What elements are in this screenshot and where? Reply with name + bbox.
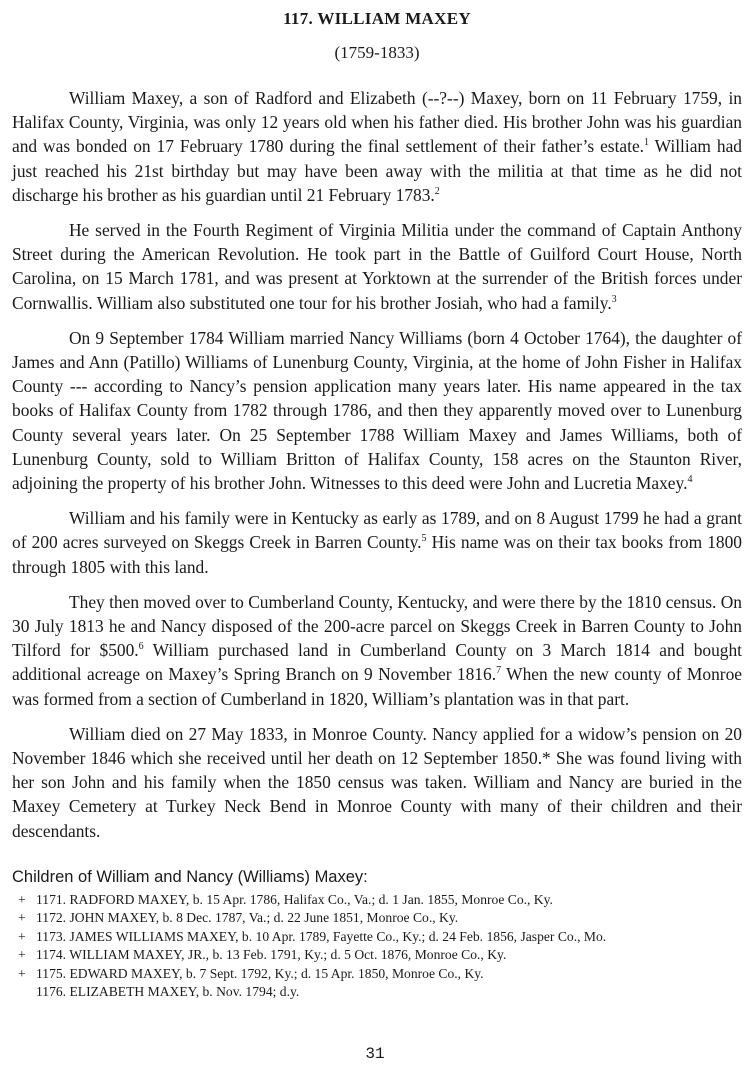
life-dates: (1759-1833) xyxy=(334,43,420,62)
descendant-marker: + xyxy=(18,965,26,981)
descendant-marker: + xyxy=(18,891,26,907)
footnote-marker: 3 xyxy=(611,293,617,305)
child-text: 1176. ELIZABETH MAXEY, b. Nov. 1794; d.y. xyxy=(36,983,300,999)
paragraph-text: When the new county of Monroe was formed from a section of Cumberland in 1820, William’s plantation was in that part. xyxy=(12,664,742,709)
paragraph-text: He served in the Fourth Regiment of Virginia Militia under the command of Captain Anthony Street during the American Revolution. He took part in the Battle of Guilford Court House, North Carolina, on 15 March 1781, and was present at Yorktown at the surrender of the British forces under Cornwallis. William also substituted one tour for his brother Josiah, who had a family. xyxy=(12,220,742,313)
child-entry xyxy=(12,946,742,964)
body-paragraph xyxy=(12,218,742,315)
footnote-marker: 5 xyxy=(421,533,427,545)
footnote-marker: 6 xyxy=(138,641,144,653)
body-paragraph xyxy=(12,326,742,495)
descendant-marker: + xyxy=(18,910,26,926)
page-title: 117. WILLIAM MAXEY xyxy=(283,9,471,28)
footnote-marker: 2 xyxy=(434,186,440,198)
body-paragraph xyxy=(12,722,742,843)
body-paragraph xyxy=(12,86,742,207)
child-text: 1175. EDWARD MAXEY, b. 7 Sept. 1792, Ky.; d. 15 Apr. 1850, Monroe Co., Ky. xyxy=(36,965,484,981)
child-text: 1172. JOHN MAXEY, b. 8 Dec. 1787, Va.; d. 22 June 1851, Monroe Co., Ky. xyxy=(36,910,459,926)
body-paragraph xyxy=(12,590,742,711)
child-text: 1173. JAMES WILLIAMS MAXEY, b. 10 Apr. 1789, Fayette Co., Ky.; d. 24 Feb. 1856, Jasper Co., Mo. xyxy=(36,928,607,944)
children-list xyxy=(12,891,742,1001)
descendant-marker: + xyxy=(18,947,26,963)
paragraph-text: William and his family were in Kentucky as early as 1789, and on 8 August 1799 he had a grant of 200 acres surveyed on Skeggs Creek in Barren County. xyxy=(12,508,742,553)
paragraph-text: William Maxey, a son of Radford and Elizabeth (--?--) Maxey, born on 11 February 1759, in Halifax County, Virginia, was only 12 years old when his father died. His brother John was his guardian and was bonded on 17 February 1780 during the final settlement of their father’s estate. xyxy=(12,88,742,157)
paragraph-text: His name was on their tax books from 1800 through 1805 with this land. xyxy=(12,532,742,577)
paragraph-text: William died on 27 May 1833, in Monroe County. Nancy applied for a widow’s pension on 20 November 1846 which she received until her death on 12 September 1850.* She was found living with her son John and his family when the 1850 census was taken. William and Nancy are buried in the Maxey Cemetery at Turkey Neck Bend in Monroe County with many of their children and their descendants. xyxy=(12,723,742,841)
children-heading: Children of William and Nancy (Williams) Maxey: xyxy=(12,867,368,886)
page-number: 31 xyxy=(365,1045,385,1063)
child-entry xyxy=(12,965,742,983)
child-text: 1174. WILLIAM MAXEY, JR., b. 13 Feb. 1791, Ky.; d. 5 Oct. 1876, Monroe Co., Ky. xyxy=(36,947,507,963)
descendant-marker: + xyxy=(18,928,26,944)
document-page xyxy=(12,8,742,1001)
child-entry xyxy=(12,891,742,909)
paragraph-text: They then moved over to Cumberland County, Kentucky, and were there by the 1810 census. On 30 July 1813 he and Nancy disposed of the 200-acre parcel on Skeggs Creek in Barren County to John Tilford for $500. xyxy=(12,591,742,661)
child-entry xyxy=(12,928,742,946)
footnote-marker: 1 xyxy=(644,137,650,149)
child-text: 1171. RADFORD MAXEY, b. 15 Apr. 1786, Halifax Co., Va.; d. 1 Jan. 1855, Monroe Co., Ky. xyxy=(36,891,553,907)
child-entry xyxy=(12,909,742,927)
footnote-marker: 4 xyxy=(687,474,693,486)
footnote-marker: 7 xyxy=(496,665,502,677)
paragraph-text: On 9 September 1784 William married Nancy Williams (born 4 October 1764), the daughter of James and Ann (Patillo) Williams of Lunenburg County, Virginia, at the home of John Fisher in Halifax County --- according to Nancy’s pension application many years later. His name appeared in the tax books of Halifax County from 1782 through 1786, and then they apparently moved over to Lunenburg County several years later. On 25 September 1788 William Maxey and James Williams, both of Lunenburg County, sold to William Britton of Halifax County, 158 acres on the Staunton River, adjoining the property of his brother John. Witnesses to this deed were John and Lucretia Maxey. xyxy=(12,327,742,494)
paragraph-text: William purchased land in Cumberland County on 3 March 1814 and bought additional acreage on Maxey’s Spring Branch on 9 November 1816. xyxy=(12,640,743,685)
biography-body xyxy=(12,86,742,843)
child-entry xyxy=(12,983,742,1001)
paragraph-text: William had just reached his 21st birthday but may have been away with the militia at that time as he did not discharge his brother as his guardian until 21 February 1783. xyxy=(12,136,742,205)
body-paragraph xyxy=(12,506,742,579)
